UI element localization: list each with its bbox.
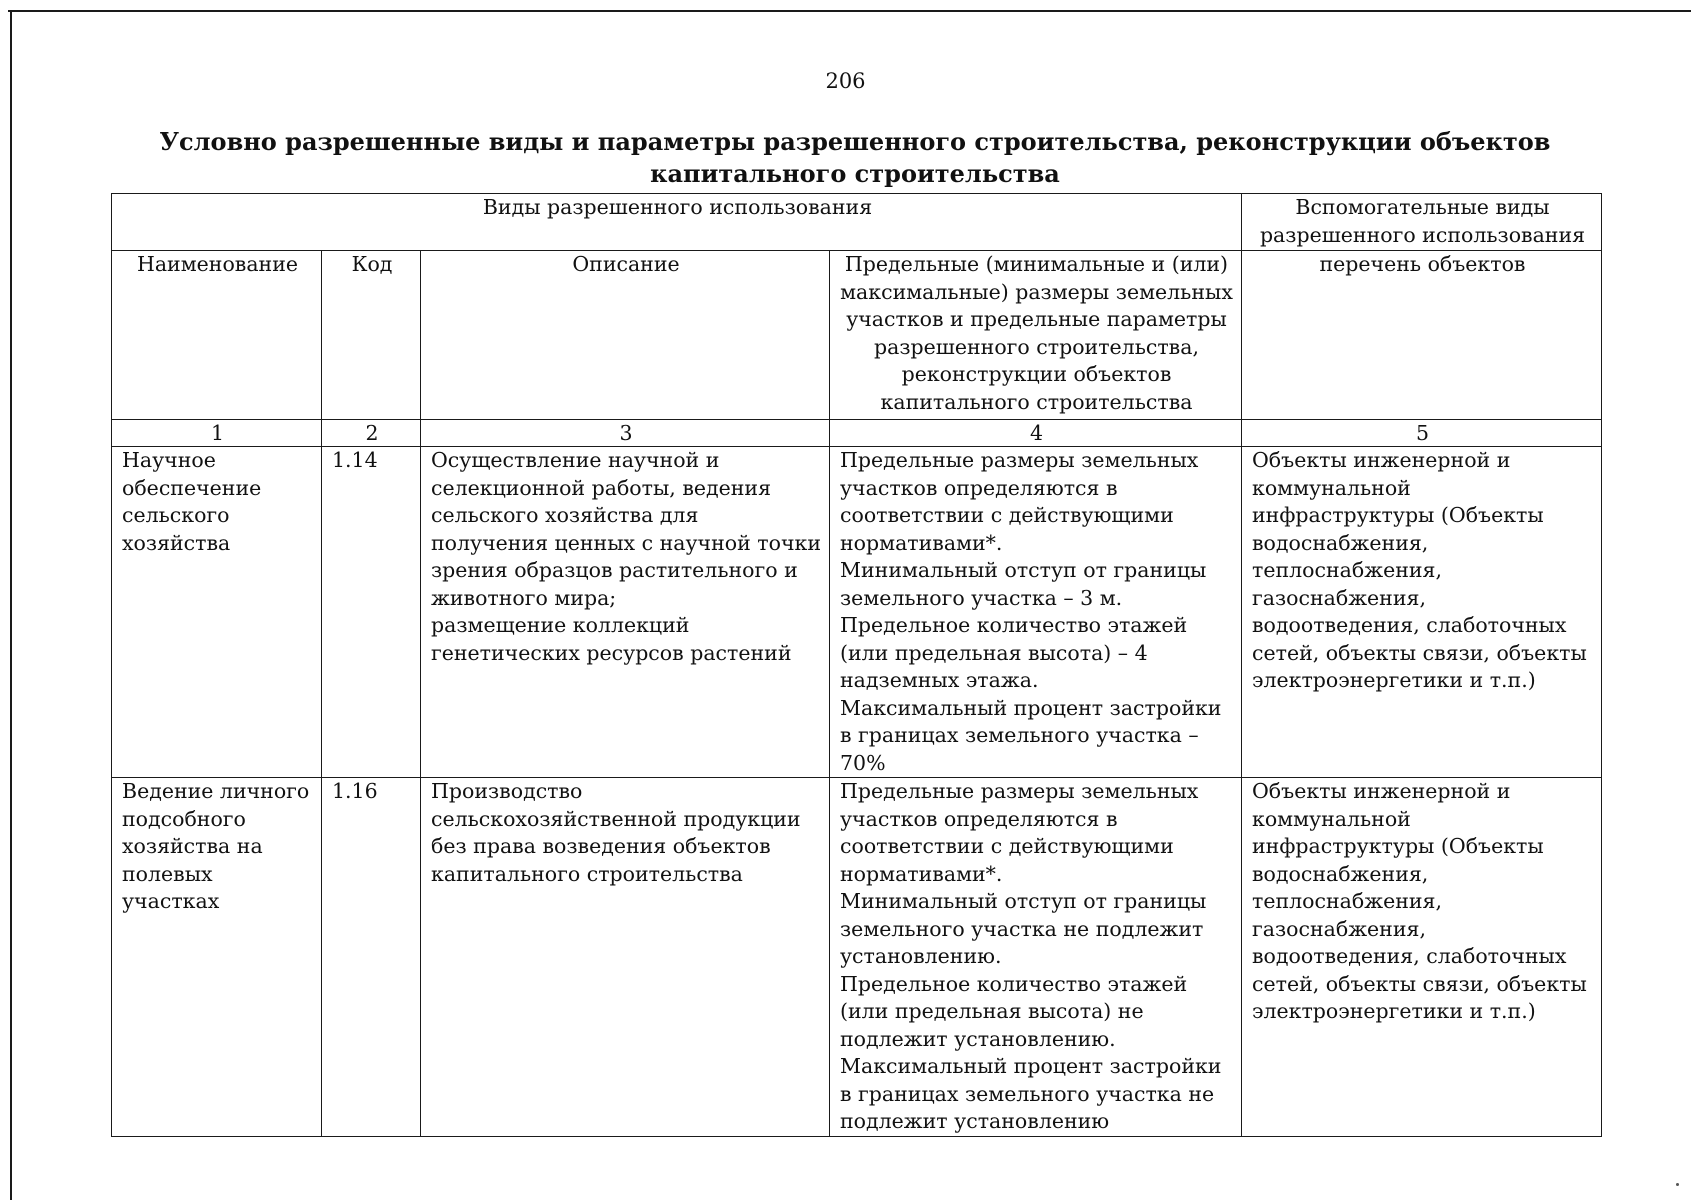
column-header-code: Код — [322, 251, 421, 420]
row-aux-objects: Объекты инженерной и коммунальной инфраструктуры (Объекты водоснабжения, теплоснабжения, газоснабжения, водоотведения, слаботочных сетей, объекты связи, объекты электроэнергетики и т.п.) — [1242, 778, 1602, 1137]
scan-border-left — [10, 10, 12, 1200]
row-name: Ведение личного подсобного хозяйства на полевых участках — [112, 778, 322, 1137]
table-row — [112, 778, 1602, 1137]
row-description: Осуществление научной и селекционной работы, ведения сельского хозяйства для получения ценных с научной точки зрения образцов растительного и животного мира; размещение коллекций генетических ресурсов растений — [421, 447, 830, 778]
land-use-table — [111, 193, 1602, 1137]
row-name: Научное обеспечение сельского хозяйства — [112, 447, 322, 778]
column-header-description: Описание — [421, 251, 830, 420]
row-parameters: Предельные размеры земельных участков определяются в соответствии с действующими нормативами*. Минимальный отступ от границы земельного участка не подлежит установлению. Предельное количество этажей (или предельная высота) не подлежит установлению. Максимальный процент застройки в границах земельного участка не подлежит установлению — [830, 778, 1242, 1137]
page-title: Условно разрешенные виды и параметры разрешенного строительства, реконструкции объектов капитального строительства — [159, 127, 1551, 188]
column-header-parameters: Предельные (минимальные и (или) максимальные) размеры земельных участков и предельные параметры разрешенного строительства, реконструкции объектов капитального строительства — [830, 251, 1242, 420]
column-number: 2 — [322, 420, 421, 447]
page-number: 206 — [825, 69, 866, 93]
row-code: 1.16 — [322, 778, 421, 1137]
column-number: 5 — [1242, 420, 1602, 447]
table-row — [112, 447, 1602, 778]
row-parameters: Предельные размеры земельных участков определяются в соответствии с действующими нормативами*. Минимальный отступ от границы земельного участка – 3 м. Предельное количество этажей (или предельная высота) – 4 надземных этажа. Максимальный процент застройки в границах земельного участка – 70% — [830, 447, 1242, 778]
group-header-row — [112, 194, 1602, 251]
column-number: 4 — [830, 420, 1242, 447]
column-number: 1 — [112, 420, 322, 447]
row-aux-objects: Объекты инженерной и коммунальной инфраструктуры (Объекты водоснабжения, теплоснабжения, газоснабжения, водоотведения, слаботочных сетей, объекты связи, объекты электроэнергетики и т.п.) — [1242, 447, 1602, 778]
row-code: 1.14 — [322, 447, 421, 778]
scan-border-top — [8, 10, 1691, 12]
column-header-objects: перечень объектов — [1242, 251, 1602, 420]
group-header-aux: Вспомогательные виды разрешенного использования — [1242, 194, 1602, 251]
group-header-main: Виды разрешенного использования — [112, 194, 1242, 251]
column-number-row — [112, 420, 1602, 447]
row-description: Производство сельскохозяйственной продукции без права возведения объектов капитального строительства — [421, 778, 830, 1137]
column-number: 3 — [421, 420, 830, 447]
column-header-name: Наименование — [112, 251, 322, 420]
column-header-row — [112, 251, 1602, 420]
scan-speck — [1676, 1183, 1679, 1186]
